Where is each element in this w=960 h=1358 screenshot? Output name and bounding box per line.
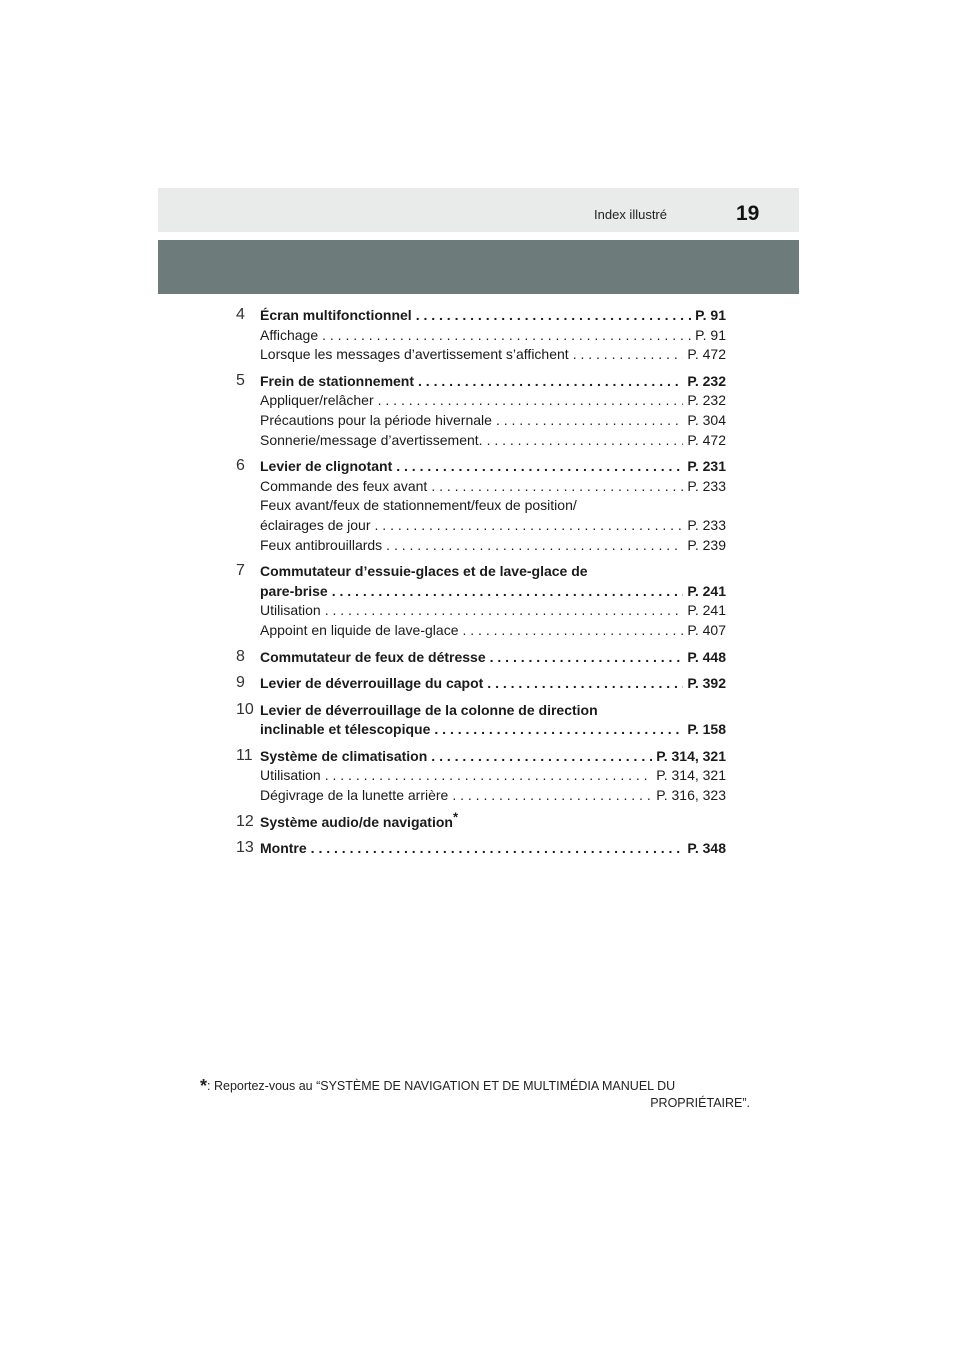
section-title: Index illustré [594, 207, 667, 222]
entry-title-line [260, 582, 726, 602]
entry-title-line [260, 674, 726, 694]
entry-number: 10 [236, 700, 254, 718]
sub-entry-label: Feux antibrouillards [260, 536, 383, 553]
sub-entry-page-ref[interactable]: P. 91 [695, 326, 726, 343]
sub-entry [260, 536, 726, 556]
sub-entry-label: Dégivrage de la lunette arrière [260, 787, 449, 804]
sub-entry-page-ref[interactable]: P. 407 [687, 621, 726, 638]
chapter-band [158, 240, 799, 294]
leader-dots [487, 431, 684, 451]
entry-number: 6 [236, 457, 245, 475]
leader-dots [418, 372, 683, 392]
index-entry [236, 372, 726, 450]
entry-title: Montre [260, 840, 307, 857]
leader-dots [416, 306, 691, 326]
index-entry [236, 562, 726, 640]
sub-entry-label: Utilisation [260, 602, 321, 619]
sub-entry [260, 326, 726, 346]
entry-title: Écran multifonctionnel [260, 307, 412, 323]
leader-dots [311, 839, 684, 859]
leader-dots [452, 786, 652, 806]
index-entry [236, 747, 726, 806]
leader-dots [375, 516, 684, 536]
sub-entry-page-ref[interactable]: P. 316, 323 [656, 787, 726, 804]
leader-dots [431, 477, 683, 497]
entry-title-line [260, 306, 726, 326]
sub-entry-label: Commande des feux avant [260, 477, 428, 494]
entry-title-line [260, 720, 726, 740]
entry-page-ref[interactable]: P. 448 [687, 648, 726, 665]
entry-title: Système audio/de navigation [260, 813, 453, 830]
entry-title-line [260, 809, 726, 833]
entry-number: 8 [236, 647, 245, 665]
leader-dots [490, 648, 684, 668]
sub-entry-page-ref[interactable]: P. 233 [687, 477, 726, 494]
footnote [200, 1078, 750, 1112]
entry-title: Frein de stationnement [260, 372, 415, 389]
entry-page-ref[interactable]: P. 91 [695, 307, 726, 323]
sub-entry [260, 766, 726, 786]
sub-entry-label: Appliquer/relâcher [260, 392, 374, 409]
entry-title-line [260, 648, 726, 668]
entry-page-ref[interactable]: P. 392 [687, 675, 726, 692]
page-number: 19 [736, 202, 760, 225]
index-entry [236, 306, 726, 365]
entry-number: 12 [236, 812, 254, 830]
sub-entry-page-ref[interactable]: P. 304 [687, 411, 726, 428]
leader-dots [573, 345, 684, 365]
index-entry [236, 648, 726, 668]
entry-title: Levier de déverrouillage du capot [260, 675, 484, 692]
footnote-star: * [200, 1076, 208, 1096]
sub-entry [260, 786, 726, 806]
sub-entry-label: Utilisation [260, 767, 321, 784]
sub-entry [260, 431, 726, 451]
leader-dots [325, 601, 684, 621]
leader-dots [322, 326, 691, 346]
sub-entry [260, 621, 726, 641]
sub-entry-label: Lorsque les messages d’avertissement s’affichent [260, 346, 569, 363]
sub-entry-label-line1: Feux avant/feux de stationnement/feux de position/ [260, 497, 577, 514]
entry-title: inclinable et télescopique [260, 721, 431, 738]
entry-number: 4 [236, 306, 245, 323]
footnote-marker: * [452, 809, 458, 824]
entry-title: Commutateur de feux de détresse [260, 648, 486, 665]
leader-dots [332, 582, 684, 602]
entry-title: Levier de clignotant [260, 458, 393, 475]
header-band [158, 188, 799, 232]
sub-entry [260, 601, 726, 621]
entry-title-line1: Levier de déverrouillage de la colonne de direction [260, 701, 598, 718]
footnote-text-line1: : Reportez-vous au “SYSTÈME DE NAVIGATION ET DE MULTIMÉDIA MANUEL DU [207, 1079, 676, 1093]
sub-entry-page-ref[interactable]: P. 239 [687, 536, 726, 553]
leader-dots [487, 674, 683, 694]
sub-entry-label: Sonnerie/message d’avertissement. [260, 431, 483, 448]
index-entry [236, 674, 726, 694]
index-entries [236, 306, 726, 866]
leader-dots [325, 766, 652, 786]
entry-page-ref[interactable]: P. 232 [687, 372, 726, 389]
entry-page-ref[interactable]: P. 158 [687, 721, 726, 738]
entry-page-ref[interactable]: P. 241 [687, 582, 726, 599]
sub-entry-label: Précautions pour la période hivernale [260, 411, 492, 428]
entry-page-ref[interactable]: P. 231 [687, 458, 726, 475]
sub-entry-page-ref[interactable]: P. 472 [687, 346, 726, 363]
leader-dots [496, 411, 683, 431]
index-entry [236, 701, 726, 740]
entry-number: 9 [236, 674, 245, 692]
sub-entry-label: Appoint en liquide de lave-glace [260, 621, 459, 638]
entry-title: Système de climatisation [260, 747, 428, 764]
leader-dots [386, 536, 683, 556]
sub-entry-page-ref[interactable]: P. 472 [687, 431, 726, 448]
sub-entry-page-ref[interactable]: P. 241 [687, 602, 726, 619]
entry-title-line [260, 457, 726, 477]
sub-entry [260, 391, 726, 411]
sub-entry [260, 477, 726, 497]
sub-entry-label: éclairages de jour [260, 516, 371, 533]
entry-title: pare-brise [260, 582, 328, 599]
sub-entry [260, 411, 726, 431]
leader-dots [378, 391, 684, 411]
leader-dots [462, 621, 683, 641]
sub-entry-page-ref[interactable]: P. 232 [687, 392, 726, 409]
entry-title-line [260, 747, 726, 767]
index-entry [236, 809, 726, 833]
entry-number: 7 [236, 562, 245, 580]
footnote-line1 [200, 1078, 750, 1095]
entry-title-line [260, 839, 726, 859]
entry-number: 13 [236, 839, 254, 857]
entry-number: 5 [236, 371, 245, 389]
leader-dots [434, 720, 683, 740]
sub-entry [260, 345, 726, 365]
index-entry [236, 839, 726, 859]
sub-entry-label: Affichage [260, 326, 319, 343]
entry-page-ref[interactable]: P. 314, 321 [656, 747, 726, 764]
entry-title-line [260, 372, 726, 392]
entry-number: 11 [236, 746, 253, 764]
entry-page-ref[interactable]: P. 348 [687, 840, 726, 857]
entry-title-line1: Commutateur d’essuie-glaces et de lave-glace de [260, 563, 588, 580]
sub-entry-page-ref[interactable]: P. 314, 321 [656, 767, 726, 784]
sub-entry [260, 516, 726, 536]
leader-dots [396, 457, 683, 477]
sub-entry-page-ref[interactable]: P. 233 [687, 516, 726, 533]
footnote-text-line2: PROPRIÉTAIRE”. [650, 1096, 750, 1110]
index-entry [236, 457, 726, 555]
leader-dots [431, 747, 652, 767]
